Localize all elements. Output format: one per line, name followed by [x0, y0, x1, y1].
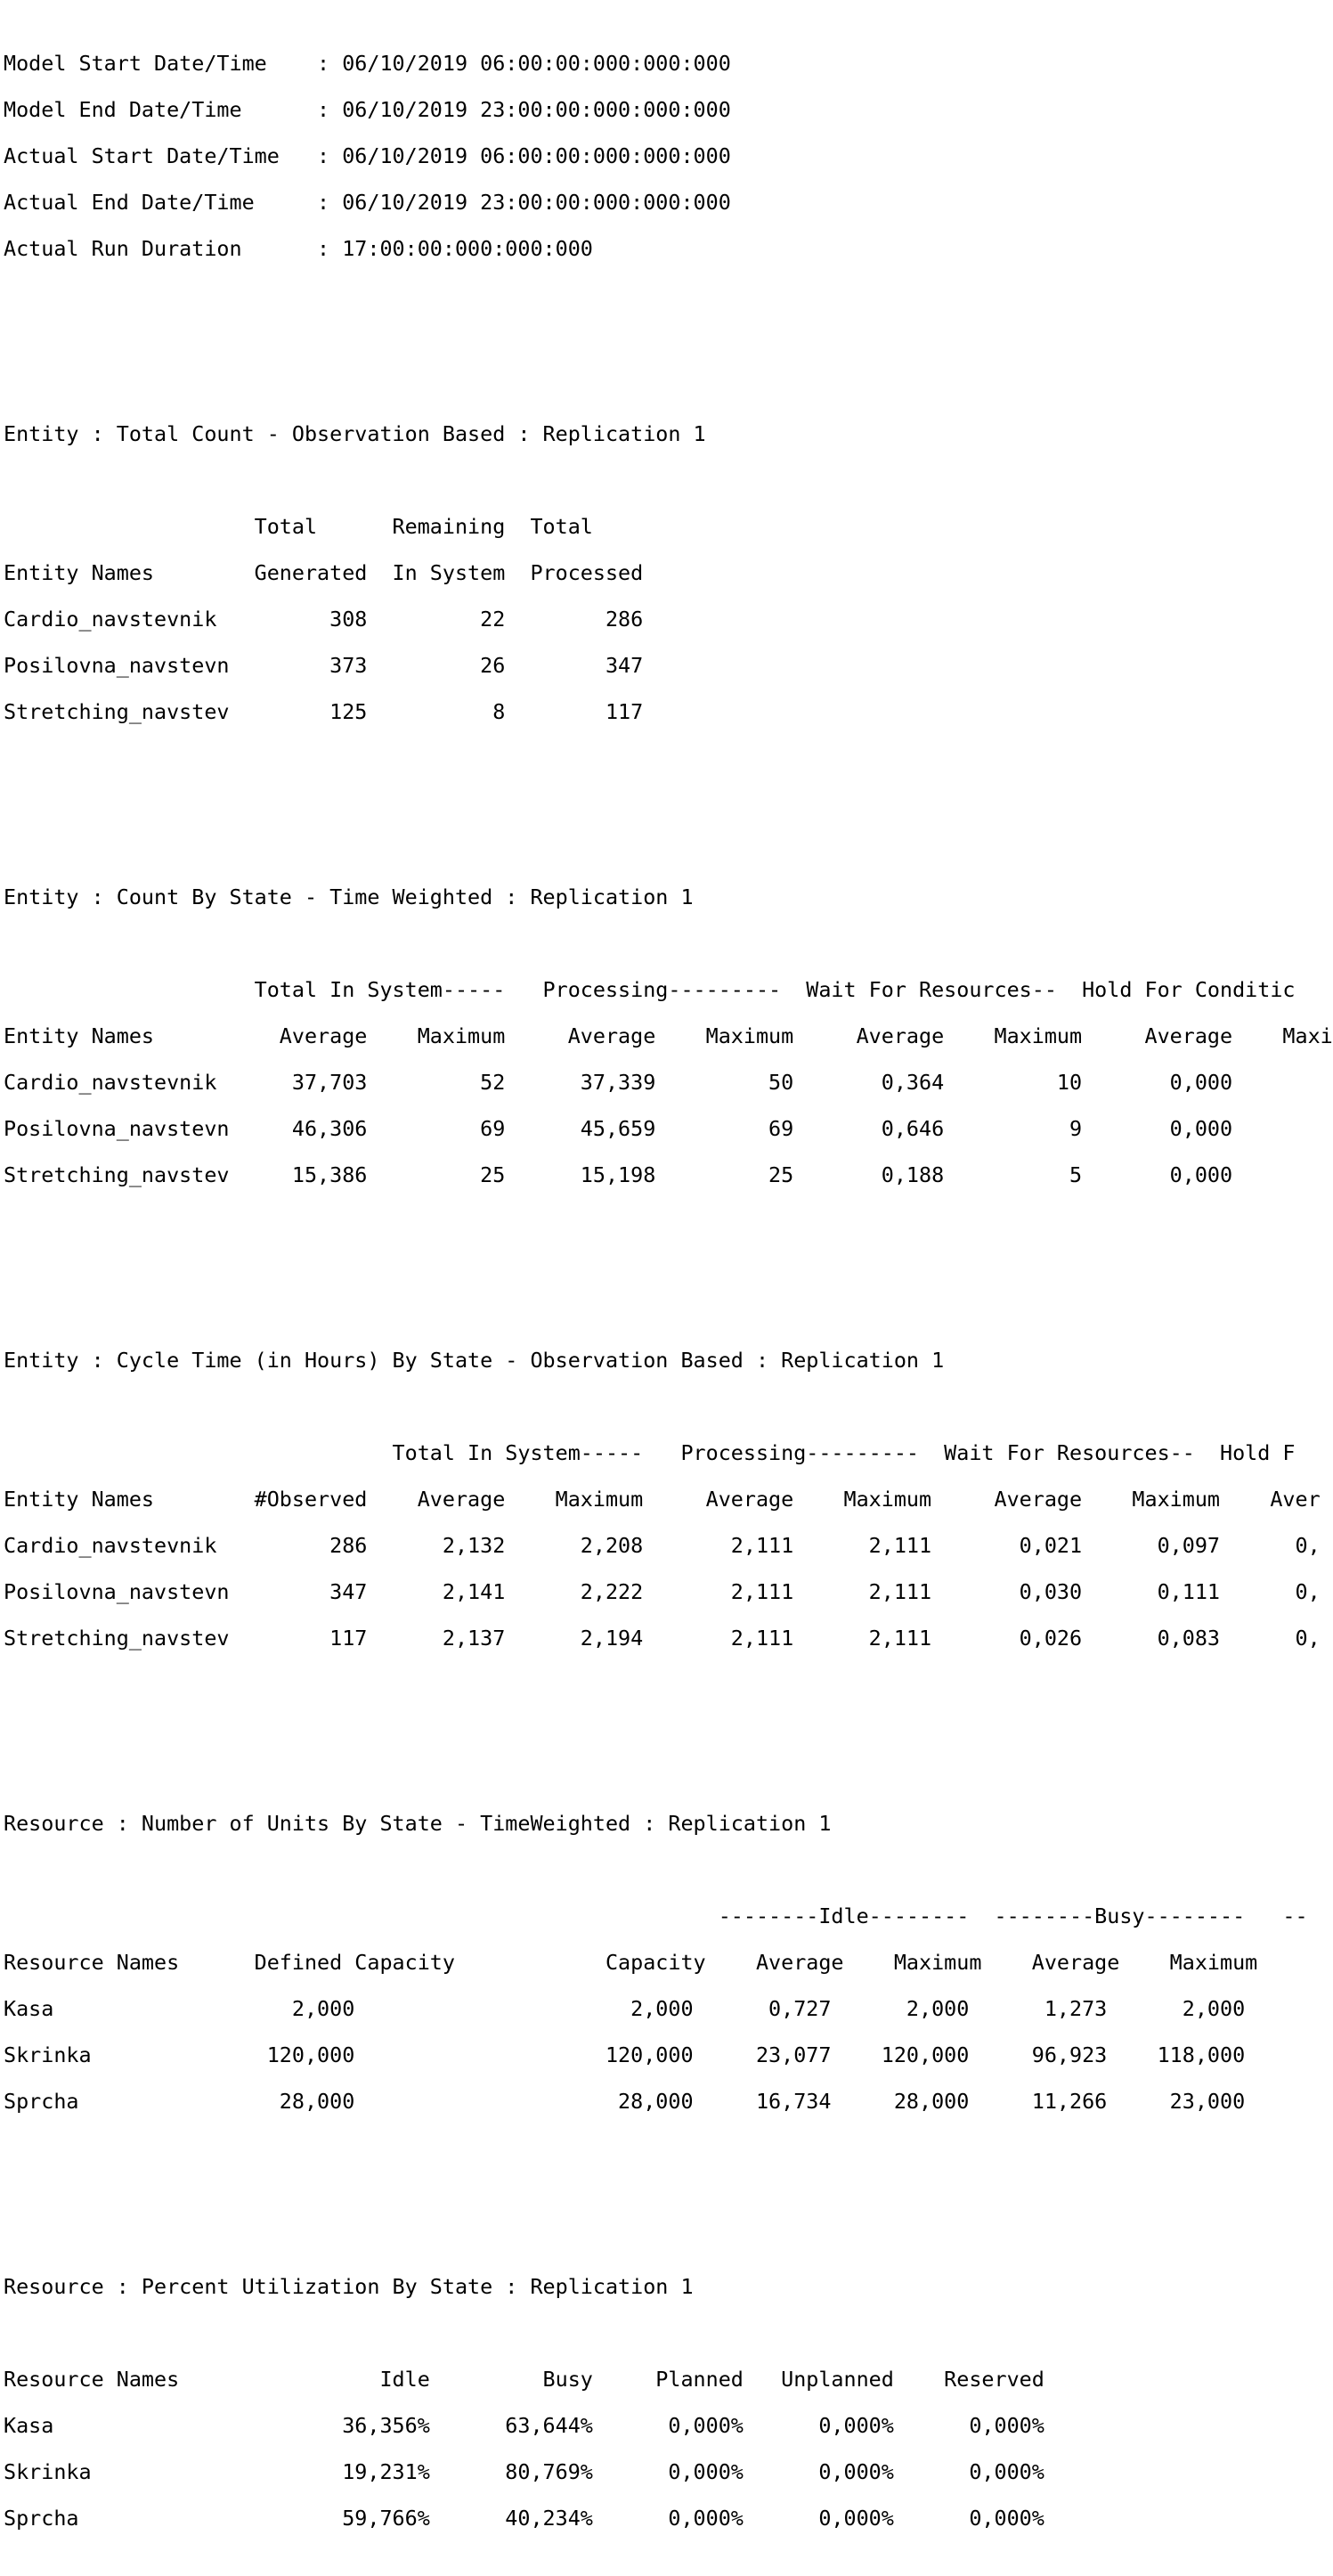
run-info-model-start: Model Start Date/Time : 06/10/2019 06:00:00:000:000:000 — [4, 51, 731, 76]
table-header: Entity Names #Observed Average Maximum Average Maximum Average Maximum Aver — [4, 1487, 1321, 1512]
table-header: Entity Names Generated In System Processed — [4, 560, 644, 585]
table-row: Skrinka 19,231% 80,769% 0,000% 0,000% 0,000% — [4, 2459, 1044, 2484]
table-row: Posilovna_navstevn 347 2,141 2,222 2,111 2,111 0,030 0,111 0, — [4, 1579, 1321, 1604]
table-header: --------Idle-------- --------Busy-------- -- — [4, 1903, 1308, 1928]
table-row: Cardio_navstevnik 37,703 52 37,339 50 0,364 10 0,000 — [4, 1070, 1233, 1095]
run-info-run-duration: Actual Run Duration : 17:00:00:000:000:000 — [4, 236, 593, 261]
resource-percent-utilization-section — [4, 2252, 1333, 2553]
blank-line — [4, 1696, 1333, 1719]
run-info-actual-end: Actual End Date/Time : 06/10/2019 23:00:00:000:000:000 — [4, 190, 731, 215]
table-row: Stretching_navstev 15,386 25 15,198 25 0,188 5 0,000 — [4, 1162, 1233, 1187]
table-row: Stretching_navstev 125 8 117 — [4, 699, 644, 724]
blank-line — [4, 2205, 1333, 2229]
blank-line — [4, 1858, 1333, 1881]
blank-line — [4, 770, 1333, 793]
simulation-report — [4, 5, 1333, 2576]
table-row: Cardio_navstevnik 308 22 286 — [4, 607, 644, 632]
blank-line — [4, 932, 1333, 955]
table-row: Posilovna_navstevn 46,306 69 45,659 69 0,646 9 0,000 — [4, 1116, 1233, 1141]
blank-line — [4, 469, 1333, 492]
blank-line — [4, 1279, 1333, 1302]
blank-line — [4, 353, 1333, 376]
blank-line — [4, 1233, 1333, 1256]
table-header: Total In System----- Processing--------- Wait For Resources-- Hold F — [4, 1440, 1296, 1465]
entity-count-by-state-section — [4, 862, 1333, 1210]
table-row: Sprcha 28,000 28,000 16,734 28,000 11,266 23,000 — [4, 2089, 1246, 2114]
entity-total-count-section — [4, 399, 1333, 746]
table-row: Sprcha 59,766% 40,234% 0,000% 0,000% 0,000% — [4, 2506, 1044, 2531]
section-title: Resource : Percent Utilization By State : Replication 1 — [4, 2274, 694, 2299]
run-info-model-end: Model End Date/Time : 06/10/2019 23:00:00:000:000:000 — [4, 97, 731, 122]
table-row: Kasa 2,000 2,000 0,727 2,000 1,273 2,000 — [4, 1996, 1246, 2021]
table-row: Cardio_navstevnik 286 2,132 2,208 2,111 2,111 0,021 0,097 0, — [4, 1533, 1321, 1558]
table-header: Resource Names Defined Capacity Capacity Average Maximum Average Maximum — [4, 1950, 1258, 1975]
section-title: Entity : Count By State - Time Weighted : Replication 1 — [4, 884, 694, 909]
resource-units-by-state-section — [4, 1789, 1333, 2136]
run-info-section — [4, 29, 1333, 283]
blank-line — [4, 816, 1333, 839]
table-row: Kasa 36,356% 63,644% 0,000% 0,000% 0,000% — [4, 2413, 1044, 2438]
table-header: Resource Names Idle Busy Planned Unplanned Reserved — [4, 2367, 1044, 2392]
entity-cycle-time-section — [4, 1325, 1333, 1673]
section-title: Entity : Cycle Time (in Hours) By State - Observation Based : Replication 1 — [4, 1348, 945, 1373]
table-header: Total Remaining Total — [4, 514, 593, 539]
blank-line — [4, 1742, 1333, 1765]
table-row: Posilovna_navstevn 373 26 347 — [4, 653, 644, 678]
blank-line — [4, 2159, 1333, 2182]
section-title: Resource : Number of Units By State - TimeWeighted : Replication 1 — [4, 1811, 832, 1836]
table-row: Stretching_navstev 117 2,137 2,194 2,111 2,111 0,026 0,083 0, — [4, 1626, 1321, 1651]
table-header: Entity Names Average Maximum Average Maximum Average Maximum Average Maxi — [4, 1023, 1333, 1048]
section-title: Entity : Total Count - Observation Based : Replication 1 — [4, 421, 706, 446]
table-row: Skrinka 120,000 120,000 23,077 120,000 96,923 118,000 — [4, 2042, 1246, 2067]
blank-line — [4, 1395, 1333, 1418]
run-info-actual-start: Actual Start Date/Time : 06/10/2019 06:00:00:000:000:000 — [4, 143, 731, 168]
table-header: Total In System----- Processing--------- Wait For Resources-- Hold For Conditic — [4, 977, 1296, 1002]
blank-line — [4, 2321, 1333, 2344]
blank-line — [4, 306, 1333, 330]
